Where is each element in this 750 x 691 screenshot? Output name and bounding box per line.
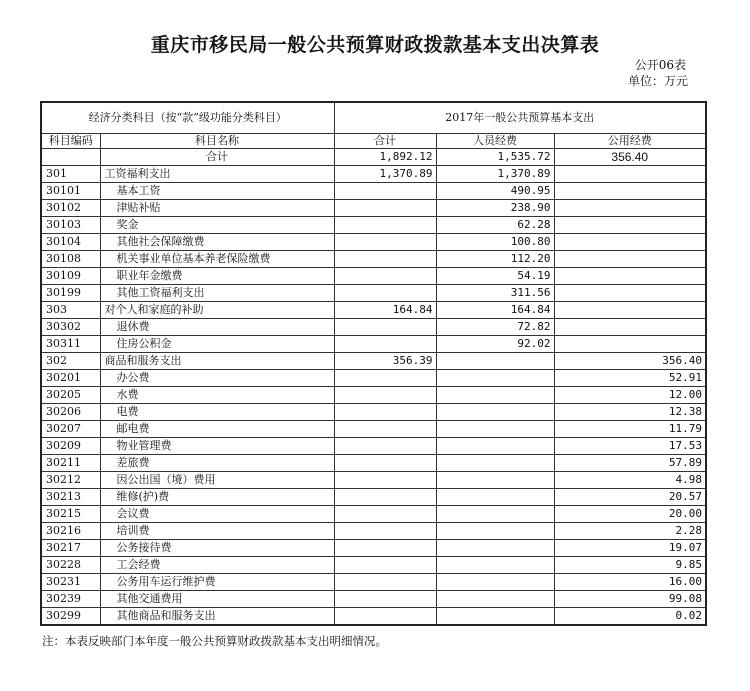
table-row bbox=[41, 438, 706, 455]
row-public: 57.89 bbox=[554, 455, 706, 472]
row-code: 30213 bbox=[41, 489, 100, 506]
row-code: 30201 bbox=[41, 370, 100, 387]
row-total bbox=[334, 268, 436, 285]
row-total bbox=[334, 506, 436, 523]
page-title: 重庆市移民局一般公共预算财政拨款基本支出决算表 bbox=[150, 34, 600, 56]
row-name: 退休费 bbox=[100, 319, 334, 336]
row-personnel bbox=[436, 489, 554, 506]
row-code: 30212 bbox=[41, 472, 100, 489]
row-code: 30209 bbox=[41, 438, 100, 455]
table-row bbox=[41, 557, 706, 574]
row-personnel: 62.28 bbox=[436, 217, 554, 234]
row-code: 303 bbox=[41, 302, 100, 319]
row-name: 办公费 bbox=[100, 370, 334, 387]
row-public bbox=[554, 166, 706, 183]
row-total bbox=[334, 319, 436, 336]
row-name: 因公出国（境）费用 bbox=[100, 472, 334, 489]
row-name: 邮电费 bbox=[100, 421, 334, 438]
row-total: 1,370.89 bbox=[334, 166, 436, 183]
row-name: 津贴补贴 bbox=[100, 200, 334, 217]
row-name: 维修(护)费 bbox=[100, 489, 334, 506]
row-personnel bbox=[436, 370, 554, 387]
row-code: 30199 bbox=[41, 285, 100, 302]
row-personnel bbox=[436, 455, 554, 472]
header-economic-classification: 经济分类科目（按“款”级功能分类科目） bbox=[41, 102, 334, 134]
table-row bbox=[41, 421, 706, 438]
row-public bbox=[554, 336, 706, 353]
row-code: 30104 bbox=[41, 234, 100, 251]
col-header-public: 公用经费 bbox=[554, 134, 706, 149]
expenditure-table bbox=[40, 101, 707, 626]
row-name: 基本工资 bbox=[100, 183, 334, 200]
row-total bbox=[334, 404, 436, 421]
row-name: 其他工资福利支出 bbox=[100, 285, 334, 302]
row-code: 30231 bbox=[41, 574, 100, 591]
row-name: 奖金 bbox=[100, 217, 334, 234]
unit-label: 单位：万元 bbox=[627, 74, 688, 88]
row-public bbox=[554, 234, 706, 251]
row-public bbox=[554, 217, 706, 234]
row-personnel: 490.95 bbox=[436, 183, 554, 200]
row-name: 其他商品和服务支出 bbox=[100, 608, 334, 626]
row-total bbox=[334, 217, 436, 234]
row-public bbox=[554, 183, 706, 200]
row-personnel bbox=[436, 557, 554, 574]
row-total bbox=[334, 336, 436, 353]
total-total: 1,892.12 bbox=[334, 149, 436, 166]
row-total bbox=[334, 557, 436, 574]
col-header-code: 科目编码 bbox=[41, 134, 100, 149]
table-row bbox=[41, 302, 706, 319]
row-code: 30311 bbox=[41, 336, 100, 353]
row-total bbox=[334, 523, 436, 540]
row-code: 30206 bbox=[41, 404, 100, 421]
row-public bbox=[554, 268, 706, 285]
row-public: 99.08 bbox=[554, 591, 706, 608]
row-code: 30216 bbox=[41, 523, 100, 540]
row-public: 20.57 bbox=[554, 489, 706, 506]
row-code: 30101 bbox=[41, 183, 100, 200]
row-personnel bbox=[436, 404, 554, 421]
row-personnel: 92.02 bbox=[436, 336, 554, 353]
row-total bbox=[334, 608, 436, 626]
table-row bbox=[41, 183, 706, 200]
row-name: 其他交通费用 bbox=[100, 591, 334, 608]
row-personnel: 311.56 bbox=[436, 285, 554, 302]
row-public: 11.79 bbox=[554, 421, 706, 438]
row-public: 12.00 bbox=[554, 387, 706, 404]
row-code: 30102 bbox=[41, 200, 100, 217]
row-public bbox=[554, 285, 706, 302]
table-row bbox=[41, 353, 706, 370]
row-total bbox=[334, 455, 436, 472]
table-row bbox=[41, 319, 706, 336]
row-name: 工会经费 bbox=[100, 557, 334, 574]
expenditure-table-container bbox=[40, 101, 705, 626]
row-code: 30302 bbox=[41, 319, 100, 336]
table-row bbox=[41, 540, 706, 557]
row-public bbox=[554, 319, 706, 336]
row-total bbox=[334, 489, 436, 506]
row-name: 住房公积金 bbox=[100, 336, 334, 353]
col-header-personnel: 人员经费 bbox=[436, 134, 554, 149]
table-row bbox=[41, 336, 706, 353]
total-public: 356.40 bbox=[554, 149, 706, 166]
row-code: 30228 bbox=[41, 557, 100, 574]
row-name: 差旅费 bbox=[100, 455, 334, 472]
row-public: 4.98 bbox=[554, 472, 706, 489]
row-personnel bbox=[436, 591, 554, 608]
row-total bbox=[334, 370, 436, 387]
row-public: 9.85 bbox=[554, 557, 706, 574]
table-row bbox=[41, 574, 706, 591]
row-code: 301 bbox=[41, 166, 100, 183]
row-personnel: 112.20 bbox=[436, 251, 554, 268]
row-code: 30299 bbox=[41, 608, 100, 626]
row-personnel: 238.90 bbox=[436, 200, 554, 217]
row-personnel: 1,370.89 bbox=[436, 166, 554, 183]
row-personnel: 54.19 bbox=[436, 268, 554, 285]
total-row bbox=[41, 149, 706, 166]
col-header-total: 合计 bbox=[334, 134, 436, 149]
table-row bbox=[41, 370, 706, 387]
row-personnel: 72.82 bbox=[436, 319, 554, 336]
table-row bbox=[41, 217, 706, 234]
row-public bbox=[554, 200, 706, 217]
row-total bbox=[334, 574, 436, 591]
row-personnel bbox=[436, 472, 554, 489]
row-public: 16.00 bbox=[554, 574, 706, 591]
row-personnel bbox=[436, 540, 554, 557]
row-total bbox=[334, 251, 436, 268]
row-name: 培训费 bbox=[100, 523, 334, 540]
row-name: 电费 bbox=[100, 404, 334, 421]
row-code: 30207 bbox=[41, 421, 100, 438]
row-code: 30217 bbox=[41, 540, 100, 557]
table-body bbox=[41, 149, 706, 626]
row-name: 商品和服务支出 bbox=[100, 353, 334, 370]
row-public: 19.07 bbox=[554, 540, 706, 557]
row-public bbox=[554, 251, 706, 268]
row-code: 30103 bbox=[41, 217, 100, 234]
total-label: 合计 bbox=[100, 149, 334, 166]
row-personnel bbox=[436, 506, 554, 523]
form-number: 公开06表 bbox=[634, 58, 686, 72]
row-personnel bbox=[436, 387, 554, 404]
row-total bbox=[334, 387, 436, 404]
table-row bbox=[41, 506, 706, 523]
table-row bbox=[41, 489, 706, 506]
row-personnel: 100.80 bbox=[436, 234, 554, 251]
total-code-cell bbox=[41, 149, 100, 166]
row-personnel bbox=[436, 608, 554, 626]
table-row bbox=[41, 251, 706, 268]
row-name: 对个人和家庭的补助 bbox=[100, 302, 334, 319]
table-row bbox=[41, 608, 706, 626]
row-name: 水费 bbox=[100, 387, 334, 404]
row-personnel: 164.84 bbox=[436, 302, 554, 319]
row-public: 2.28 bbox=[554, 523, 706, 540]
row-code: 30108 bbox=[41, 251, 100, 268]
row-public: 356.40 bbox=[554, 353, 706, 370]
row-name: 公务接待费 bbox=[100, 540, 334, 557]
table-row bbox=[41, 472, 706, 489]
row-personnel bbox=[436, 574, 554, 591]
row-code: 30211 bbox=[41, 455, 100, 472]
row-total bbox=[334, 540, 436, 557]
row-public: 52.91 bbox=[554, 370, 706, 387]
row-public bbox=[554, 302, 706, 319]
row-personnel bbox=[436, 523, 554, 540]
row-total bbox=[334, 591, 436, 608]
table-row bbox=[41, 591, 706, 608]
col-header-name: 科目名称 bbox=[100, 134, 334, 149]
row-total: 356.39 bbox=[334, 353, 436, 370]
table-row bbox=[41, 200, 706, 217]
row-total bbox=[334, 438, 436, 455]
table-row bbox=[41, 387, 706, 404]
row-public: 20.00 bbox=[554, 506, 706, 523]
row-public: 0.02 bbox=[554, 608, 706, 626]
row-name: 职业年金缴费 bbox=[100, 268, 334, 285]
row-name: 公务用车运行维护费 bbox=[100, 574, 334, 591]
table-row bbox=[41, 268, 706, 285]
row-total bbox=[334, 183, 436, 200]
table-row bbox=[41, 523, 706, 540]
table-row bbox=[41, 404, 706, 421]
row-name: 机关事业单位基本养老保险缴费 bbox=[100, 251, 334, 268]
table-row bbox=[41, 234, 706, 251]
row-code: 30215 bbox=[41, 506, 100, 523]
row-personnel bbox=[436, 421, 554, 438]
row-name: 物业管理费 bbox=[100, 438, 334, 455]
row-total bbox=[334, 421, 436, 438]
row-name: 其他社会保障缴费 bbox=[100, 234, 334, 251]
row-personnel bbox=[436, 353, 554, 370]
row-code: 30239 bbox=[41, 591, 100, 608]
table-row bbox=[41, 455, 706, 472]
row-total bbox=[334, 234, 436, 251]
row-code: 30109 bbox=[41, 268, 100, 285]
row-name: 工资福利支出 bbox=[100, 166, 334, 183]
row-code: 30205 bbox=[41, 387, 100, 404]
row-code: 302 bbox=[41, 353, 100, 370]
table-row bbox=[41, 166, 706, 183]
row-name: 会议费 bbox=[100, 506, 334, 523]
header-budget-year: 2017年一般公共预算基本支出 bbox=[334, 102, 706, 134]
table-row bbox=[41, 285, 706, 302]
row-public: 12.38 bbox=[554, 404, 706, 421]
footnote: 注：本表反映部门本年度一般公共预算财政拨款基本支出明细情况。 bbox=[42, 634, 387, 648]
row-total bbox=[334, 285, 436, 302]
row-public: 17.53 bbox=[554, 438, 706, 455]
total-personnel: 1,535.72 bbox=[436, 149, 554, 166]
row-total: 164.84 bbox=[334, 302, 436, 319]
row-personnel bbox=[436, 438, 554, 455]
row-total bbox=[334, 200, 436, 217]
row-total bbox=[334, 472, 436, 489]
